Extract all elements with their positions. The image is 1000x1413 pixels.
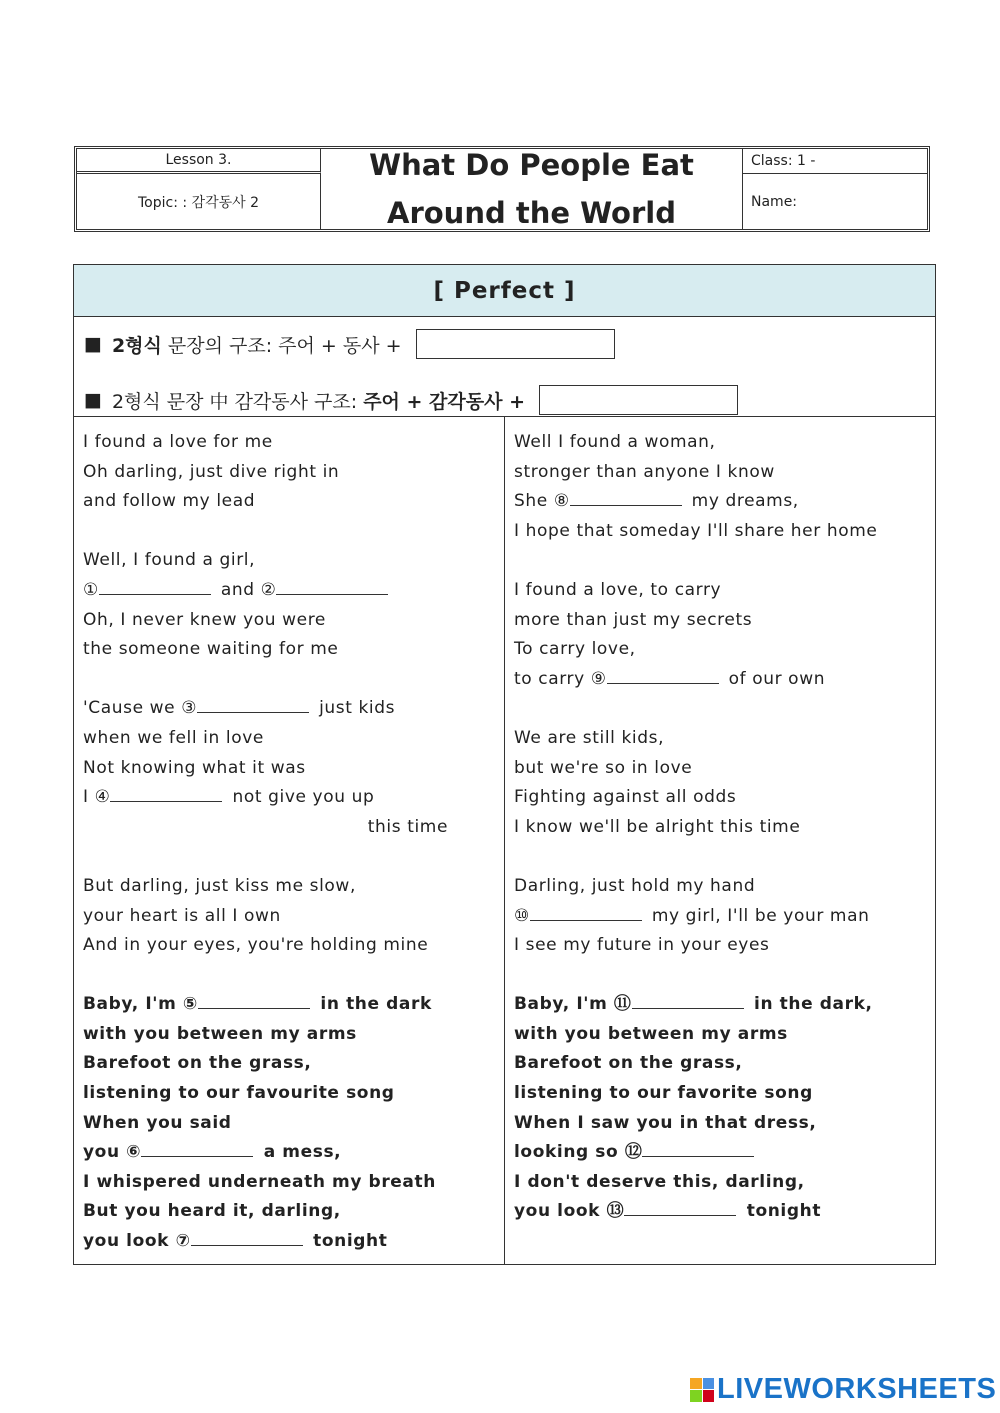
lyric-text: listening to our favorite song bbox=[514, 1083, 813, 1104]
lyric-line bbox=[83, 872, 496, 902]
answer-blank[interactable] bbox=[624, 1201, 736, 1216]
lyric-line bbox=[514, 458, 927, 488]
answer-blank[interactable] bbox=[141, 1142, 253, 1157]
rule-2-answer-box[interactable] bbox=[539, 385, 738, 415]
lyric-line bbox=[514, 487, 927, 517]
lyric-line bbox=[83, 665, 496, 695]
lyric-text: Fighting against all odds bbox=[514, 787, 737, 808]
rule-2-text: 2형식 문장 中 감각동사 구조: bbox=[111, 390, 364, 413]
answer-blank[interactable] bbox=[99, 580, 211, 595]
answer-blank[interactable] bbox=[607, 669, 719, 684]
lyric-text: and follow my lead bbox=[83, 491, 256, 512]
lyric-line bbox=[83, 487, 496, 517]
lyric-text: my girl, I'll be your man bbox=[645, 905, 870, 926]
lyric-text: 'Cause we ③ bbox=[83, 698, 198, 719]
lyric-line bbox=[514, 1109, 927, 1139]
lyric-text: When I saw you in that dress, bbox=[514, 1112, 817, 1133]
lyric-line bbox=[514, 546, 927, 576]
lyric-text: Oh, I never knew you were bbox=[83, 609, 326, 630]
lyric-text: Well, I found a girl, bbox=[83, 550, 256, 571]
lyric-line bbox=[514, 872, 927, 902]
logo-icon bbox=[690, 1378, 714, 1402]
lyric-text: I found a love, to carry bbox=[514, 579, 722, 600]
logo-square bbox=[690, 1378, 702, 1390]
lyric-text: And in your eyes, you're holding mine bbox=[83, 935, 429, 956]
answer-blank[interactable] bbox=[276, 580, 388, 595]
lyric-line bbox=[514, 606, 927, 636]
rule-1-answer-box[interactable] bbox=[416, 329, 615, 359]
lyric-line bbox=[83, 694, 496, 724]
lyric-line bbox=[83, 1079, 496, 1109]
answer-blank[interactable] bbox=[530, 906, 642, 921]
lyric-text: ① bbox=[83, 579, 99, 600]
logo-square bbox=[690, 1390, 702, 1402]
lyric-line bbox=[514, 428, 927, 458]
lyric-text: I know we'll be alright this time bbox=[514, 816, 801, 837]
lyric-text: Not knowing what it was bbox=[83, 757, 306, 778]
lyric-text: She ⑧ bbox=[514, 491, 570, 512]
lyric-text: I ④ bbox=[83, 787, 111, 808]
lyric-text: but we're so in love bbox=[514, 757, 693, 778]
lyric-line bbox=[83, 1197, 496, 1227]
lyric-text: my dreams, bbox=[685, 491, 799, 512]
lyric-line bbox=[514, 724, 927, 754]
liveworksheets-logo bbox=[690, 1373, 996, 1406]
lyric-text: more than just my secrets bbox=[514, 609, 753, 630]
answer-blank[interactable] bbox=[642, 1142, 754, 1157]
lyric-text: I don't deserve this, darling, bbox=[514, 1171, 805, 1192]
lyric-line bbox=[514, 517, 927, 547]
lyric-line bbox=[83, 961, 496, 991]
lyric-line bbox=[514, 813, 927, 843]
lyric-line bbox=[83, 931, 496, 961]
lyric-text: this time bbox=[367, 816, 448, 837]
lyric-text: When you said bbox=[83, 1112, 232, 1133]
rule-2-bold: 주어 + 감각동사 + bbox=[363, 390, 525, 413]
answer-blank[interactable] bbox=[570, 491, 682, 506]
answer-blank[interactable] bbox=[191, 1231, 303, 1246]
lyric-line bbox=[514, 783, 927, 813]
lyrics-left-column bbox=[74, 416, 505, 1264]
lyric-line bbox=[83, 1049, 496, 1079]
answer-blank[interactable] bbox=[632, 994, 744, 1009]
lyric-line bbox=[83, 606, 496, 636]
lyric-text: We are still kids, bbox=[514, 727, 665, 748]
lyric-text: you look ⑦ bbox=[83, 1231, 191, 1252]
lyric-line bbox=[514, 665, 927, 695]
lyric-text: in the dark, bbox=[747, 994, 873, 1015]
grammar-rules bbox=[74, 316, 935, 417]
bullet-icon: ■ bbox=[84, 389, 102, 411]
lyric-text: stronger than anyone I know bbox=[514, 461, 775, 482]
class-label: Class: 1 - bbox=[743, 149, 927, 174]
lyric-text: of our own bbox=[722, 668, 826, 689]
lyric-line bbox=[83, 783, 496, 813]
lyric-line bbox=[514, 635, 927, 665]
title-line-2: Around the World bbox=[387, 196, 676, 230]
lyric-line bbox=[514, 1020, 927, 1050]
name-label: Name: bbox=[751, 193, 798, 210]
lyric-line bbox=[83, 576, 496, 606]
lyric-text: But you heard it, darling, bbox=[83, 1201, 341, 1222]
lyric-text: I whispered underneath my breath bbox=[83, 1171, 436, 1192]
lyric-text: with you between my arms bbox=[83, 1023, 357, 1044]
lyric-text: looking so ⑫ bbox=[514, 1142, 643, 1163]
answer-blank[interactable] bbox=[110, 787, 222, 802]
lyric-text: to carry ⑨ bbox=[514, 668, 607, 689]
lyric-text: I see my future in your eyes bbox=[514, 935, 770, 956]
lyric-line bbox=[514, 902, 927, 932]
lyric-text: you ⑥ bbox=[83, 1142, 142, 1163]
lesson-label: Lesson 3. bbox=[77, 149, 321, 174]
lyric-line bbox=[83, 1168, 496, 1198]
lyric-line bbox=[83, 517, 496, 547]
lyric-text: Baby, I'm ⑤ bbox=[83, 994, 198, 1015]
lyric-text: a mess, bbox=[257, 1142, 342, 1163]
lyric-text: I found a love for me bbox=[83, 432, 273, 452]
lyric-line bbox=[83, 458, 496, 488]
lyric-text: To carry love, bbox=[514, 639, 636, 660]
lyric-line bbox=[514, 754, 927, 784]
lyric-line bbox=[83, 635, 496, 665]
lyric-line bbox=[83, 902, 496, 932]
lyric-line bbox=[514, 1168, 927, 1198]
lyric-line bbox=[83, 1138, 496, 1168]
lyric-line bbox=[83, 546, 496, 576]
lyric-text: listening to our favourite song bbox=[83, 1083, 395, 1104]
lyric-text: But darling, just kiss me slow, bbox=[83, 875, 356, 896]
lyric-text: ⑩ bbox=[514, 905, 530, 926]
lyric-line bbox=[83, 1227, 496, 1257]
lyrics-right-column bbox=[505, 416, 935, 1264]
lyric-line bbox=[514, 842, 927, 872]
lyric-text: not give you up bbox=[226, 787, 375, 808]
lyric-line bbox=[514, 1197, 927, 1227]
lyric-text: Barefoot on the grass, bbox=[514, 1053, 743, 1074]
lyric-text: Well I found a woman, bbox=[514, 432, 716, 452]
lyric-line bbox=[83, 428, 496, 458]
lyric-line bbox=[514, 694, 927, 724]
lyric-line bbox=[83, 1020, 496, 1050]
answer-blank[interactable] bbox=[198, 994, 310, 1009]
lyric-text: just kids bbox=[313, 698, 396, 719]
worksheet-body bbox=[73, 264, 936, 1265]
lyric-text: your heart is all I own bbox=[83, 905, 281, 926]
lyric-line bbox=[514, 1049, 927, 1079]
lyric-line bbox=[83, 1109, 496, 1139]
lyric-line bbox=[83, 724, 496, 754]
header-table bbox=[74, 146, 930, 232]
lyric-line bbox=[83, 754, 496, 784]
topic-label: Topic: : 감각동사 2 bbox=[77, 174, 321, 229]
lyric-text: the someone waiting for me bbox=[83, 639, 339, 660]
logo-square bbox=[703, 1390, 715, 1402]
section-title: [ Perfect ] bbox=[74, 265, 935, 317]
lyric-line bbox=[514, 961, 927, 991]
answer-blank[interactable] bbox=[197, 698, 309, 713]
worksheet-title bbox=[321, 149, 743, 229]
lyric-line bbox=[83, 990, 496, 1020]
lyric-text: Darling, just hold my hand bbox=[514, 875, 756, 896]
lyric-text: when we fell in love bbox=[83, 727, 264, 748]
lyric-text: tonight bbox=[306, 1231, 388, 1252]
rule-1 bbox=[84, 329, 615, 359]
lyric-text: and ② bbox=[214, 579, 277, 600]
logo-square bbox=[703, 1378, 715, 1390]
lyric-text: Oh darling, just dive right in bbox=[83, 461, 340, 482]
title-line-1: What Do People Eat bbox=[369, 148, 694, 182]
lyric-line bbox=[514, 931, 927, 961]
lyric-text: Baby, I'm ⑪ bbox=[514, 994, 632, 1015]
lyric-line bbox=[514, 1138, 927, 1168]
rule-1-text: 문장의 구조: 주어 + 동사 + bbox=[161, 334, 402, 357]
rule-1-bold: 2형식 bbox=[111, 334, 162, 357]
logo-text: LIVEWORKSHEETS bbox=[717, 1373, 997, 1405]
lyric-line bbox=[514, 576, 927, 606]
lyric-line bbox=[514, 1079, 927, 1109]
rule-2 bbox=[84, 385, 738, 415]
lyric-text: Barefoot on the grass, bbox=[83, 1053, 312, 1074]
lyric-line bbox=[83, 813, 496, 843]
lyric-text: with you between my arms bbox=[514, 1023, 788, 1044]
lyric-line bbox=[514, 990, 927, 1020]
lyric-text: you look ⑬ bbox=[514, 1201, 625, 1222]
lyric-text: I hope that someday I'll share her home bbox=[514, 520, 878, 541]
lyric-text: tonight bbox=[740, 1201, 822, 1222]
lyric-line bbox=[83, 842, 496, 872]
bullet-icon: ■ bbox=[84, 333, 102, 355]
lyric-text: in the dark bbox=[313, 994, 432, 1015]
